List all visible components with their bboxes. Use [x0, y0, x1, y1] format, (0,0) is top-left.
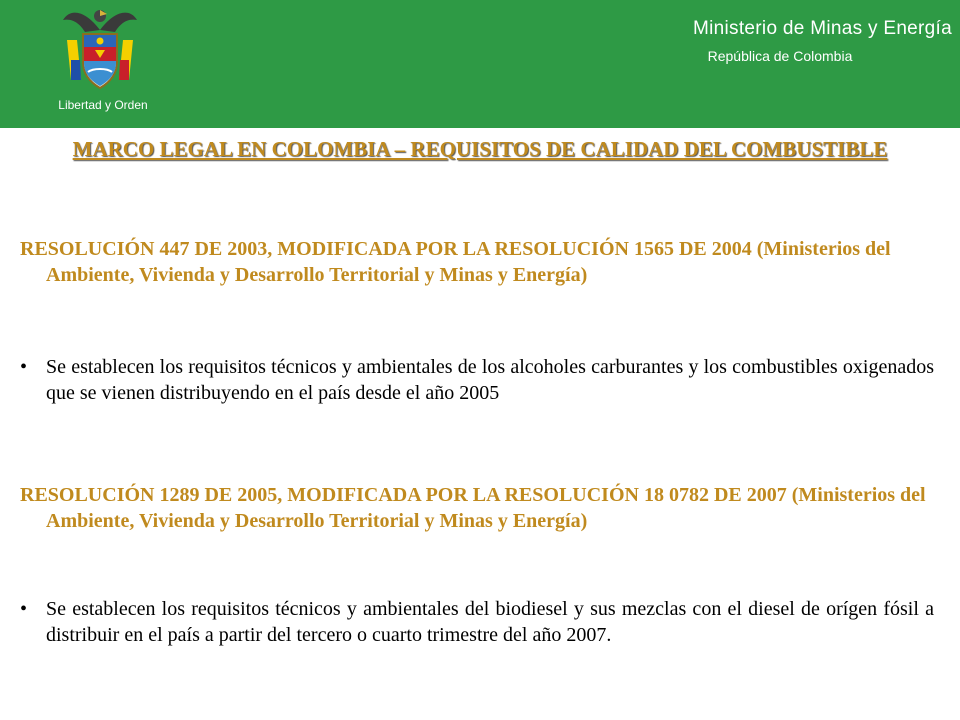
ministry-name: Ministerio de Minas y Energía: [693, 18, 952, 39]
bullet-icon: •: [20, 598, 28, 620]
bullet-icon: •: [20, 356, 28, 378]
resolution-heading: RESOLUCIÓN 447 DE 2003, MODIFICADA POR LA RESOLUCIÓN 1565 DE 2004 (Ministerios del Ambiente, Vivienda y Desarrollo Territorial y Minas y Energía): [20, 238, 891, 286]
coat-of-arms-icon: [55, 0, 145, 96]
resolution-heading: RESOLUCIÓN 1289 DE 2005, MODIFICADA POR LA RESOLUCIÓN 18 0782 DE 2007 (Ministerios del Ambiente, Vivienda y Desarrollo Territorial y Minas y Energía): [20, 484, 926, 532]
list-item: [20, 354, 934, 406]
list-item: [20, 596, 934, 648]
republic-name: República de Colombia: [707, 48, 853, 64]
page-title: MARCO LEGAL EN COLOMBIA – REQUISITOS DE CALIDAD DEL COMBUSTIBLE: [72, 137, 888, 161]
bullet-text: Se establecen los requisitos técnicos y ambientales de los alcoholes carburantes y los combustibles oxigenados que se vienen distribuyendo en el país desde el año 2005: [46, 356, 934, 404]
motto-label: Libertad y Orden: [58, 98, 148, 112]
header-banner: [0, 0, 960, 128]
bullet-text: Se establecen los requisitos técnicos y ambientales del biodiesel y sus mezclas con el diesel de orígen fósil a distribuir en el país a partir del tercero o cuarto trimestre del año 2007.: [46, 598, 934, 646]
